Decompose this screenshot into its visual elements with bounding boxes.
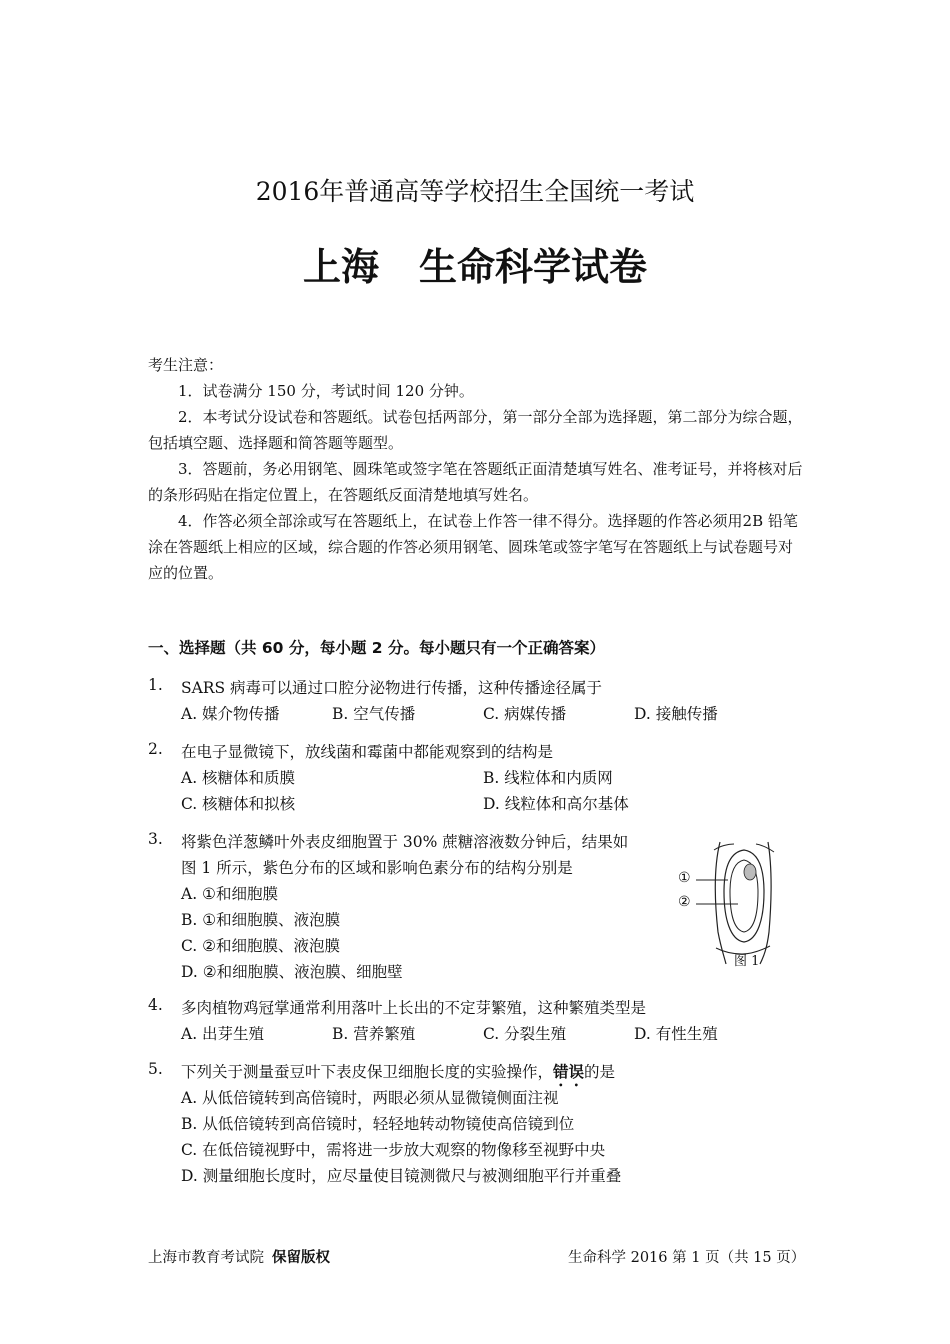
question-1-text: SARS 病毒可以通过口腔分泌物进行传播，这种传播途径属于 (181, 679, 603, 697)
question-1-option-b: B. 空气传播 (332, 705, 416, 723)
question-3-text-line2: 图 1 所示，紫色分布的区域和影响色素分布的结构分别是 (181, 859, 573, 877)
paper-title-region: 上海 (302, 244, 379, 289)
question-3-option-a: A. ①和细胞膜 (181, 885, 278, 903)
question-5-text-after: 的是 (584, 1063, 616, 1081)
question-1-number: 1. (148, 676, 163, 694)
question-3-option-b: B. ①和细胞膜、液泡膜 (181, 911, 341, 929)
question-5-option-a: A. 从低倍镜转到高倍镜时，两眼必须从显微镜侧面注视 (181, 1089, 559, 1107)
question-2-text: 在电子显微镜下，放线菌和霉菌中都能观察到的结构是 (181, 743, 554, 761)
question-1-option-d: D. 接触传播 (634, 705, 718, 723)
question-3-option-d: D. ②和细胞膜、液泡膜、细胞壁 (181, 963, 403, 981)
paper-title (0, 236, 950, 291)
question-4-option-a: A. 出芽生殖 (181, 1025, 265, 1043)
question-5-text-before: 下列关于测量蚕豆叶下表皮保卫细胞长度的实验操作， (181, 1063, 554, 1081)
question-3-option-c: C. ②和细胞膜、液泡膜 (181, 937, 341, 955)
notice-item-1: 1．试卷满分 150 分，考试时间 120 分钟。 (178, 382, 474, 400)
section-title: 一、选择题（共 60 分，每小题 2 分。每小题只有一个正确答案） (148, 639, 605, 657)
question-4-text: 多肉植物鸡冠掌通常利用落叶上长出的不定芽繁殖，这种繁殖类型是 (181, 999, 647, 1017)
notice-item-2: 2．本考试分设试卷和答题纸。试卷包括两部分，第一部分全部为选择题，第二部分为综合题，包括填空题、选择题和简答题等题型。 (148, 408, 803, 452)
question-5-option-c: C. 在低倍镜视野中，需将进一步放大观察的物像移至视野中央 (181, 1141, 606, 1159)
footer-page-info: 生命科学 2016 第 1 页（共 15 页） (568, 1250, 806, 1266)
question-5-option-b: B. 从低倍镜转到高倍镜时，轻轻地转动物镜使高倍镜到位 (181, 1115, 575, 1133)
figure-caption: 图 1 (734, 954, 760, 969)
footer-rights: 保留版权 (272, 1250, 330, 1266)
figure-label-2: ② (678, 894, 691, 910)
question-4-option-b: B. 营养繁殖 (332, 1025, 416, 1043)
question-1-option-a: A. 媒介物传播 (181, 705, 280, 723)
footer-left (148, 1246, 330, 1267)
question-2-option-a: A. 核糖体和质膜 (181, 769, 296, 787)
footer-org: 上海市教育考试院 (148, 1250, 264, 1266)
question-1-option-c: C. 病媒传播 (483, 705, 567, 723)
question-4-option-c: C. 分裂生殖 (483, 1025, 567, 1043)
question-4-option-d: D. 有性生殖 (634, 1025, 718, 1043)
question-2-option-c: C. 核糖体和拟核 (181, 795, 296, 813)
question-2-option-d: D. 线粒体和高尔基体 (483, 795, 629, 813)
figure-1 (676, 836, 786, 976)
question-2-option-b: B. 线粒体和内质网 (483, 769, 613, 787)
notice-heading: 考生注意： (148, 356, 224, 374)
question-3-number: 3. (148, 830, 163, 848)
figure-label-1: ① (678, 870, 691, 886)
question-5-emphasis: 错误 (553, 1063, 585, 1081)
onion-cell-diagram (676, 836, 786, 972)
question-5-option-d: D. 测量细胞长度时，应尽量使目镜测微尺与被测细胞平行并重叠 (181, 1167, 622, 1185)
notice-item-3: 3．答题前，务必用钢笔、圆珠笔或签字笔在答题纸正面清楚填写姓名、准考证号，并将核对后的条形码贴在指定位置上，在答题纸反面清楚地填写姓名。 (148, 460, 803, 504)
paper-title-subject: 生命科学试卷 (419, 244, 648, 289)
notice-item-4: 4．作答必须全部涂或写在答题纸上，在试卷上作答一律不得分。选择题的作答必须用2B 铅笔涂在答题纸上相应的区域，综合题的作答必须用钢笔、圆珠笔或签字笔写在答题纸上与试卷题号对应的位置。 (148, 512, 798, 582)
question-4-number: 4. (148, 996, 163, 1014)
question-5-number: 5. (148, 1060, 163, 1078)
exam-title: 2016年普通高等学校招生全国统一考试 (255, 177, 695, 206)
question-3-text-line1: 将紫色洋葱鳞叶外表皮细胞置于 30% 蔗糖溶液数分钟后，结果如 (181, 833, 629, 851)
question-2-number: 2. (148, 740, 163, 758)
